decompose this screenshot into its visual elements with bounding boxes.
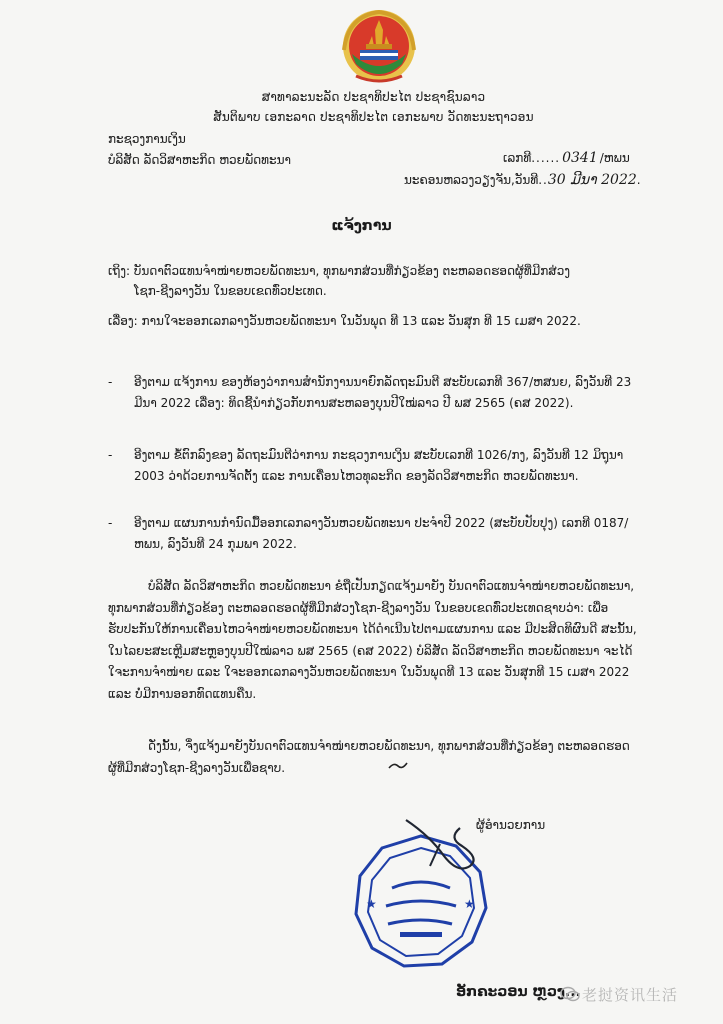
reference-suffix: /ຫພນ <box>599 151 630 165</box>
director-name: ອັກຄະວອນ ຫຼວງ... <box>456 984 581 1000</box>
watermark-text: 老挝资讯生活 <box>582 986 679 1004</box>
closing-paragraph: ດັ່ງນັ້ນ, ຈຶ່ງແຈ້ງມາຍັງບັນດາຕົວແທນຈຳໜ່າຍຫວຍພັດທະນາ, ທຸກພາກສ່ວນທີ່ກ່ຽວຂ້ອງ ຕະຫລອດຮອດຜູ້ທີ່ມີກສ່ວງໂຊກ-ຊີງລາງວັນເພື່ອຊາບ. <box>108 739 630 775</box>
reference-item: - ອີງຕາມ ແຈ້ງການ ຂອງຫ້ອງວ່າການສຳນັກງານນາຍົກລັດຖະມົນຕີ ສະບັບເລກທີ 367/ຫສນຍ, ລົງວັນທີ 23 ມີນາ 2022 ເລື່ອງ: ທິດຊີ້ນຳກ່ຽວກັບການສະຫລອງບຸນປີໃໝ່ລາວ ປີ ພສ 2565 (ຄສ 2022). <box>108 372 638 414</box>
place-date: ນະຄອນຫລວງວຽງຈັນ,ວັນທີ..30 ມີນາ 2022. <box>404 172 642 188</box>
place-label: ນະຄອນຫລວງວຽງຈັນ,ວັນທີ <box>404 173 539 187</box>
closing-flourish <box>388 760 408 772</box>
document-title: ແຈ້ງການ <box>331 218 392 234</box>
signer-title: ຜູ້ອຳນວຍການ <box>476 818 546 832</box>
reference-item: - ອີງຕາມ ແຜນການກຳນົດມື້ອອກເລກລາງວັນຫວຍພັດທະນາ ປະຈຳປີ 2022 (ສະບັບປັບປຸງ) ເລກທີ 0187/ຫພນ, ລົງວັນທີ 24 ກຸມພາ 2022. <box>108 513 638 555</box>
reference-item: - ອີງຕາມ ຂໍ້ຕົກລົງຂອງ ລັດຖະມົນຕີວ່າການ ກະຊວງການເງິນ ສະບັບເລກທີ 1026/ກງ, ລົງວັນທີ 12 ມິຖຸນາ 2003 ວ່າດ້ວຍການຈັດຕັ້ງ ແລະ ການເຄື່ອນໄຫວທຸລະກິດ ຂອງລັດວິສາຫະກິດ ຫວຍພັດທະນາ. <box>108 445 638 487</box>
body-paragraph: ບໍລິສັດ ລັດວິສາຫະກິດ ຫວຍພັດທະນາ ຂໍຖືເປັນກຽດແຈ້ງມາຍັງ ບັນດາຕົວແທນຈຳໜ່າຍຫວຍພັດທະນາ, ທຸກພາກສ່ວນທີ່ກ່ຽວຂ້ອງ ຕະຫລອດຮອດຜູ້ທີ່ມີກສ່ວງໂຊກ-ຊີງລາງວັນ ໃນຂອບເຂດທົ່ວປະເທດຊາບວ່າ: ເພື່ອຮັບປະກັນໃຫ້ການເຄື່ອນໄຫວຈຳໜ່າຍຫວຍພັດທະນາ ໄດ້ດຳເນີນໄປຕາມແຜນການ ແລະ ມີປະສິດທິຜົນດີ ສະນັ້ນ, ໃນໄລຍະສະເຫຼີມສະຫຼອງບຸນປີໃໝ່ລາວ ພສ 2565 (ຄສ 2022) ບໍລິສັດ ລັດວິສາຫະກິດ ຫວຍພັດທະນາ ຈະໄດ້ໃຈະການຈຳໜ່າຍ ແລະ ໃຈະອອກເລກລາງວັນຫວຍພັດທະນາ ໃນວັນພຸດທີ 13 ແລະ ວັນສຸກທີ 15 ເມສາ 2022 ແລະ ບໍ່ມີການອອກທົດແທນຄືນ. <box>108 579 637 701</box>
national-motto: ສັນຕິພາບ ເອກະລາດ ປະຊາທິປະໄຕ ເອກະພາບ ວັດທະນະຖາວອນ <box>213 110 534 124</box>
lao-national-emblem-icon <box>338 6 420 86</box>
subject-line: ເລື່ອງ: ການໃຈະອອກເລກລາງວັນຫວຍພັດທະນາ ໃນວັນພຸດ ທີ 13 ແລະ ວັນສຸກ ທີ 15 ເມສາ 2022. <box>108 314 581 328</box>
reference-text: ອີງຕາມ ແຈ້ງການ ຂອງຫ້ອງວ່າການສຳນັກງານນາຍົກລັດຖະມົນຕີ ສະບັບເລກທີ 367/ຫສນຍ, ລົງວັນທີ 23 ມີນາ 2022 ເລື່ອງ: ທິດຊີ້ນຳກ່ຽວກັບການສະຫລອງບຸນປີໃໝ່ລາວ ປີ ພສ 2565 (ຄສ 2022). <box>134 375 632 410</box>
reference-text: ອີງຕາມ ຂໍ້ຕົກລົງຂອງ ລັດຖະມົນຕີວ່າການ ກະຊວງການເງິນ ສະບັບເລກທີ 1026/ກງ, ລົງວັນທີ 12 ມິຖຸນາ 2003 ວ່າດ້ວຍການຈັດຕັ້ງ ແລະ ການເຄື່ອນໄຫວທຸລະກິດ ຂອງລັດວິສາຫະກິດ ຫວຍພັດທະນາ. <box>134 448 624 483</box>
reference-text: ອີງຕາມ ແຜນການກຳນົດມື້ອອກເລກລາງວັນຫວຍພັດທະນາ ປະຈຳປີ 2022 (ສະບັບປັບປຸງ) ເລກທີ 0187/ຫພນ, ລົງວັນທີ 24 ກຸມພາ 2022. <box>134 516 629 551</box>
reference-number: ເລກທີ...... 0341 /ຫພນ <box>503 150 630 166</box>
recipient-line-1: ເຖິງ: ບັນດາຕົວແທນຈຳໜ່າຍຫວຍພັດທະນາ, ທຸກພາກສ່ວນທີ່ກ່ຽວຂ້ອງ ຕະຫລອດຮອດຜູ້ທີ່ມີກສ່ວງ <box>108 264 571 278</box>
document-date: 30 ມີນາ 2022 <box>547 172 637 188</box>
country-name: ສາທາລະນະລັດ ປະຊາທິປະໄຕ ປະຊາຊົນລາວ <box>261 90 486 104</box>
reference-label: ເລກທີ <box>503 151 532 165</box>
handwritten-signature <box>400 816 490 876</box>
reference-value: 0341 <box>562 150 598 166</box>
company-name: ບໍລິສັດ ລັດວິສາຫະກິດ ຫວຍພັດທະນາ <box>108 153 291 167</box>
ministry-name: ກະຊວງການເງິນ <box>108 132 186 146</box>
svg-text:★: ★ <box>464 897 475 911</box>
recipient-line-2: ໂຊກ-ຊີງລາງວັນ ໃນຂອບເຂດທົ່ວປະເທດ. <box>134 284 327 298</box>
svg-text:★: ★ <box>366 897 377 911</box>
wechat-icon <box>560 986 580 1002</box>
